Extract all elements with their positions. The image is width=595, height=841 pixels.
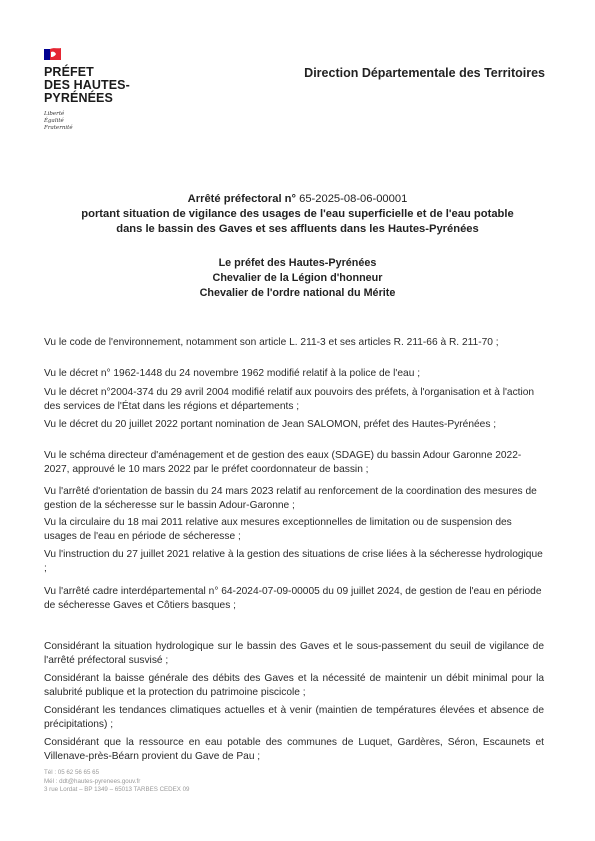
decree-title-line-3: dans le bassin des Gaves et ses affluents dans les Hautes-Pyrénées bbox=[116, 223, 479, 235]
considerant-paragraph: Considérant les tendances climatiques actuelles et à venir (maintien de températures élevées et absence de précipitations) ; bbox=[44, 705, 544, 730]
considerant-paragraph: Considérant la situation hydrologique sur le bassin des Gaves et le sous-passement du seuil de vigilance de l'arrêté préfectoral susvisé ; bbox=[44, 641, 544, 666]
decree-title-line-1 bbox=[0, 192, 595, 207]
republic-motto bbox=[44, 111, 73, 132]
vu-paragraph: Vu l'arrêté cadre interdépartemental n° 64-2024-07-09-00005 du 09 juillet 2024, de gestion de l'eau en période de sécheresse Gaves et Côtiers basques ; bbox=[44, 586, 542, 611]
vu-paragraph: Vu le schéma directeur d'aménagement et de gestion des eaux (SDAGE) du bassin Adour Garonne 2022-2027, approuvé le 10 mars 2022 par le préfet coordonnateur de bassin ; bbox=[44, 450, 522, 475]
prefecture-logo-text bbox=[44, 66, 130, 105]
considerant-paragraph: Considérant que la ressource en eau potable des communes de Luquet, Gardères, Séron, Escaunets et Villenave-près-Béarn provient du Gave de Pau ; bbox=[44, 737, 544, 762]
decree-prefix: Arrêté préfectoral n° bbox=[187, 193, 296, 205]
logo-line: PYRÉNÉES bbox=[44, 91, 113, 105]
motto-line: Égalité bbox=[44, 118, 64, 124]
prefet-block bbox=[0, 256, 595, 301]
prefet-line: Le préfet des Hautes-Pyrénées bbox=[218, 257, 377, 269]
decree-title-line-2: portant situation de vigilance des usages de l'eau superficielle et de l'eau potable bbox=[81, 208, 514, 220]
logo-line: PRÉFET bbox=[44, 65, 94, 79]
vu-paragraph: Vu l'arrêté d'orientation de bassin du 24 mars 2023 relatif au renforcement de la coordination des mesures de gestion de la sécheresse sur le bassin Adour-Garonne ; bbox=[44, 486, 537, 511]
vu-paragraph: Vu l'instruction du 27 juillet 2021 relative à la gestion des situations de crise liées à la sécheresse hydrologique ; bbox=[44, 549, 543, 574]
motto-line: Liberté bbox=[44, 111, 65, 117]
vu-paragraph: Vu le décret n°2004-374 du 29 avril 2004 modifié relatif aux pouvoirs des préfets, à l'organisation et à l'action des services de l'État dans les régions et départements ; bbox=[44, 387, 535, 412]
direction-heading: Direction Départementale des Territoires bbox=[304, 66, 545, 80]
contact-footer bbox=[44, 769, 190, 795]
decree-title bbox=[0, 192, 595, 237]
logo-line: DES HAUTES- bbox=[44, 78, 130, 92]
prefet-line: Chevalier de la Légion d'honneur bbox=[212, 272, 383, 284]
considerant-paragraph: Considérant la baisse générale des débits des Gaves et la nécessité de maintenir un débit minimal pour la salubrité publique et la protection du patrimoine piscicole ; bbox=[44, 673, 544, 698]
vu-paragraph: Vu le décret du 20 juillet 2022 portant nomination de Jean SALOMON, préfet des Hautes-Pyrénées ; bbox=[44, 419, 497, 430]
motto-line: Fraternité bbox=[44, 125, 73, 131]
footer-email: Mél : ddt@hautes-pyrenees.gouv.fr bbox=[44, 777, 141, 785]
vu-paragraph: Vu le décret n° 1962-1448 du 24 novembre 1962 modifié relatif à la police de l'eau ; bbox=[44, 368, 421, 379]
marianne-logo bbox=[44, 46, 62, 62]
vu-paragraph: Vu la circulaire du 18 mai 2011 relative aux mesures exceptionnelles de limitation ou de suspension des usages de l'eau en période de sécheresse ; bbox=[44, 517, 512, 542]
footer-address: 3 rue Lordat – BP 1349 – 65013 TARBES CEDEX 09 bbox=[44, 786, 190, 793]
footer-phone: Tél : 05 62 56 65 65 bbox=[44, 769, 100, 776]
vu-paragraph: Vu le code de l'environnement, notamment son article L. 211-3 et ses articles R. 211-66 à R. 211-70 ; bbox=[44, 337, 499, 348]
decree-number: 65-2025-08-06-00001 bbox=[299, 193, 408, 205]
prefet-line: Chevalier de l'ordre national du Mérite bbox=[199, 287, 396, 299]
